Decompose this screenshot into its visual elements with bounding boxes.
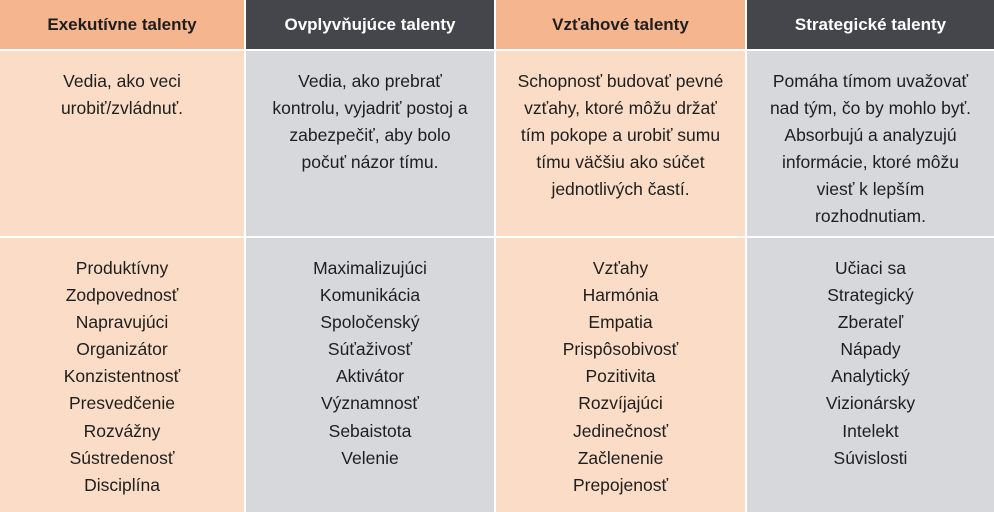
talent-item: Maximalizujúci [313, 258, 427, 278]
talent-item: Komunikácia [319, 285, 421, 306]
talent-item: Strategický [827, 285, 914, 306]
talent-item: Nápady [840, 339, 901, 360]
description-text: Vedia, ako prebrať kontrolu, vyjadriť postoj a zabezpečiť, aby bolo počuť názor tímu. [272, 71, 468, 172]
column-header-influencing: Ovplyvňujúce talenty [246, 0, 494, 49]
talent-item: Prispôsobivosť [562, 339, 679, 360]
talent-item: Prepojenosť [572, 474, 669, 495]
talent-item: Organizátor [76, 339, 168, 360]
talent-item: Súťaživosť [327, 339, 413, 360]
talent-item: Velenie [341, 447, 399, 468]
talent-item: Rozvíjajúci [578, 393, 663, 414]
talent-item: Začlenenie [577, 447, 664, 468]
talent-item: Sústredenosť [69, 447, 175, 468]
description-influencing [246, 49, 494, 236]
description-text: Pomáha tímom uvažovať nad tým, čo by mohlo byť. Absorbujú a analyzujú informácie, ktoré môžu viesť k lepším rozhodnutiam. [769, 71, 972, 226]
talent-item: Spoločenský [320, 312, 420, 333]
talent-list-relationship [496, 236, 745, 512]
talent-item: Súvislosti [833, 447, 908, 468]
description-relationship [496, 49, 745, 236]
talent-item: Zberateľ [837, 312, 904, 333]
talent-item: Disciplína [84, 474, 160, 495]
talent-item: Rozvážny [83, 420, 161, 441]
talent-item: Vizionársky [825, 393, 916, 414]
talent-item: Napravujúci [75, 312, 169, 333]
talent-item: Zodpovednosť [65, 285, 179, 306]
description-text: Schopnosť budovať pevné vzťahy, ktoré môžu držať tím pokope a urobiť sumu tímu väčšiu ako súčet jednotlivých častí. [517, 71, 724, 199]
talent-item: Jedinečnosť [572, 420, 669, 441]
talent-item: Harmónia [582, 285, 659, 306]
column-header-executive: Exekutívne talenty [0, 0, 244, 49]
talent-item: Intelekt [842, 420, 899, 441]
talent-item: Produktívny [75, 258, 169, 278]
talent-item: Aktivátor [335, 366, 405, 387]
description-strategic [747, 49, 994, 236]
column-header-relationship: Vzťahové talenty [496, 0, 745, 49]
talent-item: Sebaistota [328, 420, 412, 441]
talent-list-strategic [747, 236, 994, 512]
talent-item: Empatia [588, 312, 653, 333]
talent-list-influencing [246, 236, 494, 512]
column-header-strategic: Strategické talenty [747, 0, 994, 49]
talent-list-executive [0, 236, 244, 512]
talent-item: Učiaci sa [835, 258, 906, 278]
talent-item: Pozitivita [585, 366, 656, 387]
talent-item: Analytický [831, 366, 910, 387]
talent-item: Presvedčenie [68, 393, 176, 414]
talent-item: Významnosť [321, 393, 419, 414]
description-executive [0, 49, 244, 236]
talent-item: Konzistentnosť [63, 366, 181, 387]
description-text: Vedia, ako veci urobiť/zvládnuť. [60, 71, 184, 118]
talent-item: Vzťahy [592, 258, 649, 278]
